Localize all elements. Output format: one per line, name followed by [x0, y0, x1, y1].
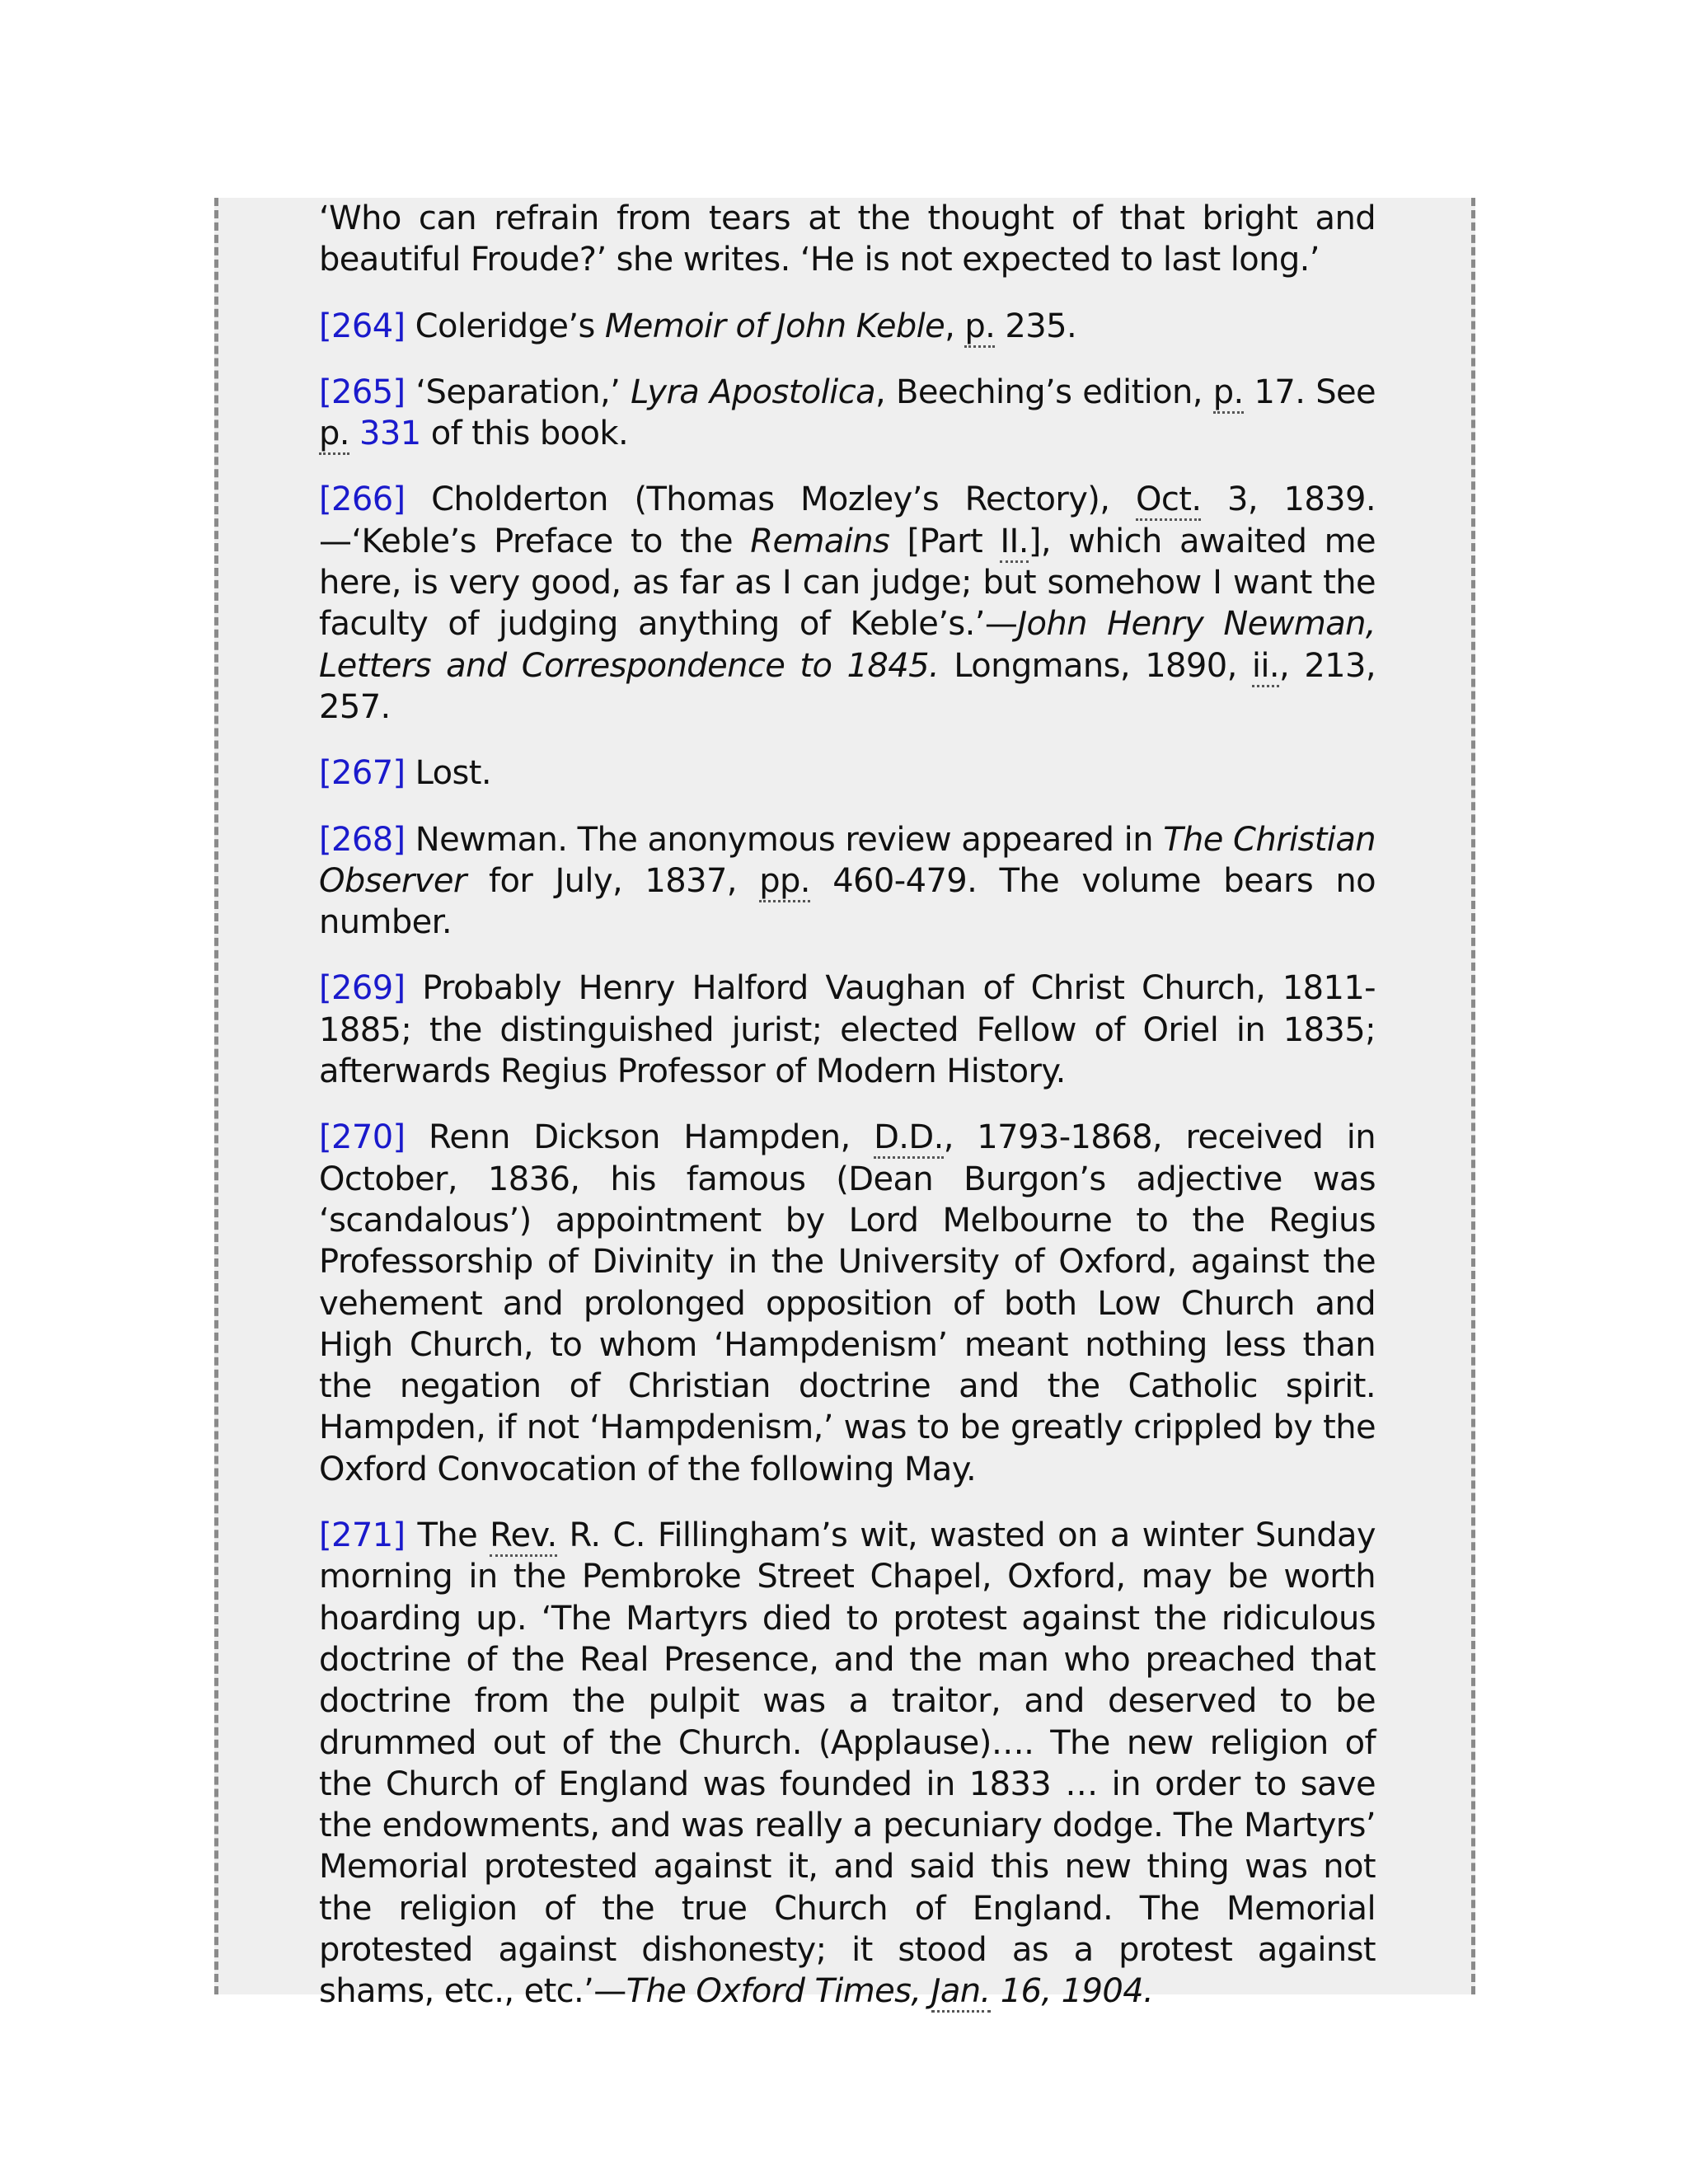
footnote-marker-link[interactable]: [268]	[319, 820, 406, 859]
footnote-text: 460-479. The volume bears no number.	[319, 861, 1376, 942]
abbreviation: p.	[1213, 373, 1244, 414]
abbreviation: Oct.	[1136, 480, 1201, 521]
continuation-paragraph	[319, 198, 1376, 281]
italic-title-text: The Christian Observer	[319, 820, 1376, 900]
footnote-text: [Part	[889, 522, 1001, 560]
footnote-marker-link[interactable]: [266]	[319, 480, 406, 519]
footnote-marker-link[interactable]: [265]	[319, 373, 406, 411]
abbreviation: ii.	[1252, 647, 1279, 687]
footnote-text: ‘Separation,’	[405, 373, 631, 411]
footnote-paragraph	[319, 479, 1376, 728]
footnote-marker-link[interactable]: [270]	[319, 1118, 406, 1157]
footnote-text: 3, 1839.—‘Keble’s Preface to the	[319, 480, 1376, 560]
footnote-list	[319, 306, 1376, 2013]
page-panel	[214, 198, 1475, 2011]
footnote-text: Lost.	[405, 754, 491, 793]
footnote-text: Cholderton (Thomas Mozley’s Rectory),	[405, 480, 1136, 519]
footnote-text: 235.	[995, 307, 1077, 345]
abbreviation: p.	[964, 307, 995, 348]
footnote-paragraph	[319, 306, 1376, 347]
footnote-text: 17. See	[1243, 373, 1376, 411]
italic-title-text: Memoir of John Keble	[604, 307, 945, 345]
footnote-text: , Beeching’s edition,	[875, 373, 1213, 411]
footnote-text: The	[405, 1516, 490, 1555]
footnote-marker-link[interactable]: [271]	[319, 1516, 406, 1555]
footnote-marker-link[interactable]: [264]	[319, 307, 406, 345]
footnote-text: ], which awaited me here, is very good, as far as I can judge; but somehow I want the faculty of judging anything of Keble’s.’—	[319, 522, 1376, 644]
footnote-paragraph	[319, 819, 1376, 944]
italic-title-text: Lyra Apostolica	[631, 373, 876, 411]
footnote-text: of this book.	[420, 415, 629, 453]
footnote-text: Probably Henry Halford Vaughan of Christ Church, 1811-1885; the distinguished jurist; elected Fellow of Oriel in 1835; afterwards Regius Professor of Modern History.	[319, 969, 1376, 1091]
footnote-marker-link[interactable]: [269]	[319, 969, 406, 1008]
abbreviation: Jan.	[931, 1972, 991, 2013]
italic-title-text: The Oxford Times,	[626, 1972, 931, 2011]
abbreviation: Rev.	[490, 1516, 557, 1557]
abbreviation: D.D.	[874, 1118, 944, 1159]
italic-title-text: John Henry Newman, Letters and Correspondence to 1845.	[319, 605, 1376, 685]
abbreviation: pp.	[759, 862, 810, 902]
footnote-paragraph	[319, 968, 1376, 1092]
footnote-text: R. C. Fillingham’s wit, wasted on a winter Sunday morning in the Pembroke Street Chapel, Oxford, may be worth hoarding up. ‘The Martyrs died to protest against the ridiculous doctrine of the Real Presence, and the man who preached that doctrine from the pulpit was a traitor, and deserved to be drummed out of the Church. (Applause)…. The new religion of the Church of England was founded in 1833 … in order to save the endowments, and was really a pecuniary dodge. The Martyrs’ Memorial protested against it, and said this new thing was not the religion of the true Church of England. The Memorial protested against dishonesty; it stood as a protest against shams, etc., etc.’—	[319, 1516, 1376, 2011]
footnote-paragraph	[319, 372, 1376, 455]
footnote-text: Coleridge’s	[405, 307, 605, 345]
footnote-paragraph	[319, 752, 1376, 794]
italic-title-text: 16, 1904.	[990, 1972, 1154, 2011]
footnote-text: Longmans, 1890,	[939, 646, 1252, 685]
footnote-paragraph	[319, 1515, 1376, 2013]
footnote-paragraph	[319, 1117, 1376, 1490]
italic-title-text: Remains	[750, 522, 890, 560]
page-reference-link[interactable]: 331	[359, 415, 421, 453]
footnote-text: Newman. The anonymous review appeared in	[405, 820, 1164, 859]
continuation-text: ‘Who can refrain from tears at the thought of that bright and beautiful Froude?’ she writes. ‘He is not expected to last long.’	[319, 199, 1376, 279]
footnote-text: Renn Dickson Hampden,	[405, 1118, 874, 1157]
footnote-text: for July, 1837,	[466, 861, 760, 900]
footnote-text	[349, 415, 359, 452]
abbreviation: II.	[1000, 523, 1029, 563]
footnote-text: , 1793-1868, received in October, 1836, his famous (Dean Burgon’s adjective was ‘scandalous’) appointment by Lord Melbourne to the Regius Professorship of Divinity in the University of Oxford, against the vehement and prolonged opposition of both Low Church and High Church, to whom ‘Hampdenism’ meant nothing less than the negation of Christian doctrine and the Catholic spirit. Hampden, if not ‘Hampdenism,’ was to be greatly crippled by the Oxford Convocation of the following May.	[319, 1118, 1376, 1488]
footnotes-column	[319, 198, 1376, 2037]
footnote-text: ,	[945, 307, 965, 345]
abbreviation: p.	[319, 415, 349, 455]
footnote-text: , 213, 257.	[319, 646, 1376, 726]
footnote-marker-link[interactable]: [267]	[319, 754, 406, 793]
